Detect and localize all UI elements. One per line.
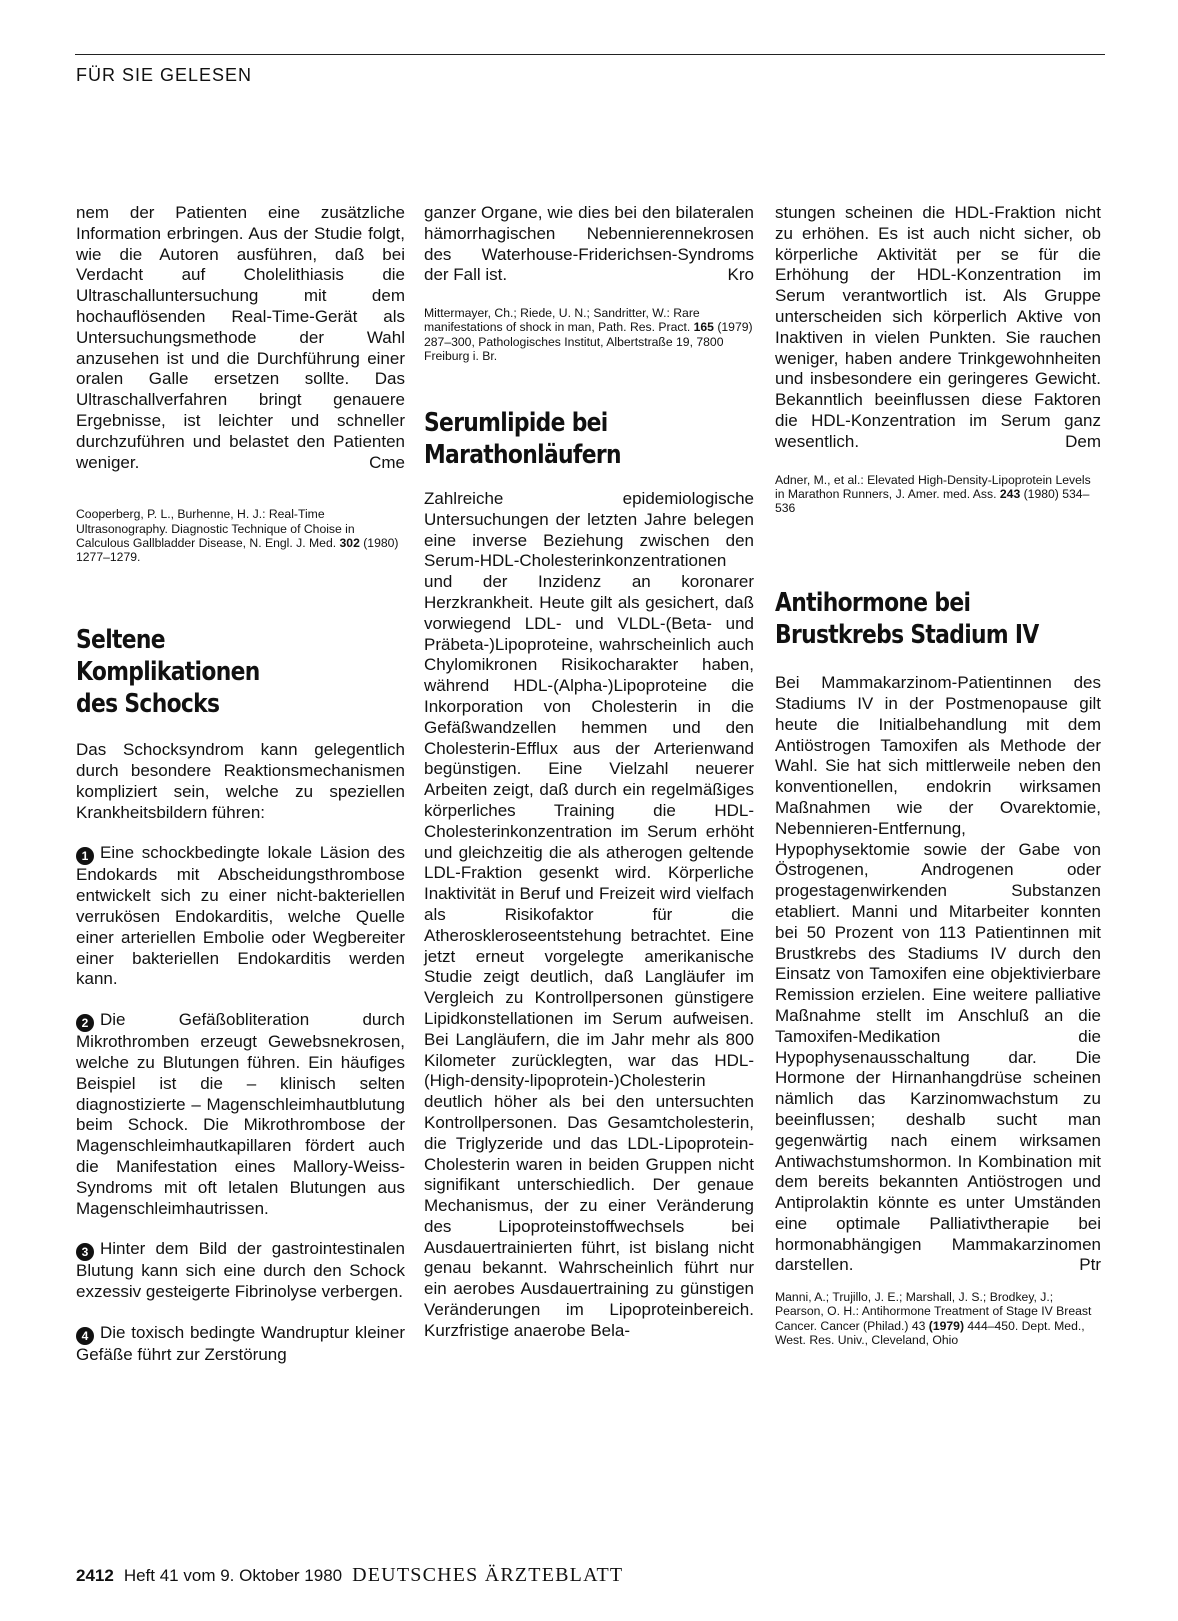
reference: Manni, A.; Trujillo, J. E.; Marshall, J. S.; Brodkey, J.; Pearson, O. H.: Antihormone Treatment of Stage IV Breast Cancer. Cancer (Philad.) 43 (1979) 444–450. Dept. Med., West. Res. Univ., Cleveland, Ohio xyxy=(775,1290,1092,1347)
page-number: 2412 xyxy=(76,1566,114,1585)
author-initials: Ptr xyxy=(1079,1255,1101,1275)
list-item: 2 Die Gefäßobliteration durch Mikrothromben erzeugt Gewebsnekrosen, welche zu Blutungen führen. Ein häufiges Beispiel ist die – klinisch selten diagnostizierte – Magenschleimhautblutung beim Schock. Die Mikrothrombose der Magenschleimhautkapillaren fördert auch die Manifestation eines Mallory-Weiss-Syndroms mit oft letalen Blutungen aus Magenschleimhautrissen. xyxy=(76,1010,405,1218)
author-initials: Kro xyxy=(727,265,754,285)
number-badge: 3 xyxy=(76,1243,94,1261)
page-footer xyxy=(76,1564,623,1587)
header-rule xyxy=(75,54,1105,55)
number-badge: 1 xyxy=(76,847,94,865)
list-item: 4 Die toxisch bedingte Wandruptur kleiner Gefäße führt zur Zerstörung xyxy=(76,1322,405,1364)
reference: Cooperberg, P. L., Burhenne, H. J.: Real-Time Ultrasonography. Diagnostic Technique of Choise in Calculous Gallbladder Disease, N. Engl. J. Med. 302 (1980) 1277–1279. xyxy=(76,507,399,564)
number-badge: 4 xyxy=(76,1327,94,1345)
article-continuation: ganzer Organe, wie dies bei den bilateralen hämorrhagischen Nebennierennekrosen des Waterhouse-Friderichsen-Syndroms der Fall ist. Kro xyxy=(424,203,754,285)
author-initials: Dem xyxy=(1065,431,1101,451)
article-continuation: nem der Patienten eine zusätzliche Information erbringen. Aus der Studie folgt, wie die Autoren ausführen, daß bei Verdacht auf Cholelithiasis die Ultraschalluntersuchung mit dem hochauflösenden Real-Time-Gerät als Untersuchungsmethode der Wahl anzusehen ist und die Durchführung einer oralen Galle ersetzen sollte. Das Ultraschallverfahren bringt genauere Ergebnisse, ist leichter und schneller durchzuführen und belastet den Patienten weniger. Cme xyxy=(76,203,405,472)
article-body: Bei Mammakarzinom-Patientinnen des Stadiums IV in der Postmenopause gilt heute die Initialbehandlung mit dem Antiöstrogen Tamoxifen als Methode der Wahl. Sie hat sich mittlerweile neben den konventionellen, endokrin wirksamen Maßnahmen wie der Ovarektomie, Nebennieren-Entfernung, Hypophysektomie sowie der Gabe von Östrogenen, Androgenen oder progestagenwirkenden Substanzen etabliert. Manni und Mitarbeiter konnten bei 50 Prozent von 113 Patientinnen mit Brustkrebs des Stadiums IV durch den Einsatz von Tamoxifen eine objektivierbare Remission erzielen. Eine weitere palliative Maßnahme stellt im Anschluß an die Tamoxifen-Medikation die Hypophysenausschaltung dar. Die Hormone der Hirnanhangdrüse scheinen nämlich das Karzinomwachstum zu beeinflussen; deshalb sucht man gegenwärtig nach einem wirksamen Antiwachstumshormon. In Kombination mit dem bereits bekannten Antiöstrogen und Antiprolaktin könnte es unter Umständen eine optimale Palliativtherapie bei hormonabhängigen Mammakarzinomen darstellen. Ptr xyxy=(775,673,1101,1275)
article-heading: Serumlipide bei Marathonläufern xyxy=(424,408,621,470)
article-heading: Antihormone bei Brustkrebs Stadium IV xyxy=(775,588,1039,651)
column-3 xyxy=(775,203,1101,1347)
article-lead: Das Schocksyndrom kann gelegentlich durch besondere Reaktionsmechanismen kompliziert sein, welche zu speziellen Krankheitsbildern führen: xyxy=(76,740,405,822)
list-item: 3 Hinter dem Bild der gastrointestinalen Blutung kann sich eine durch den Schock exzessiv gesteigerte Fibrinolyse verbergen. xyxy=(76,1239,405,1302)
author-initials: Cme xyxy=(369,452,405,472)
number-badge: 2 xyxy=(76,1014,94,1032)
article-body: Zahlreiche epidemiologische Untersuchungen der letzten Jahre belegen eine inverse Beziehung zwischen den Serum-HDL-Cholesterinkonzentrationen und der Inzidenz an koronarer Herzkrankheit. Heute gilt als gesichert, daß vorwiegend LDL- und VLDL-(Beta- und Präbeta-)Lipoproteine, wahrscheinlich auch Chylomikronen Risikocharakter haben, während HDL-(Alpha-)Lipoproteine die Inkorporation von Cholesterin in die Gefäßwandzellen hemmen und den Cholesterin-Efflux aus der Arterienwand begünstigen. Eine Vielzahl neuerer Arbeiten zeigt, daß durch ein regelmäßiges körperliches Training die HDL-Cholesterinkonzentration im Serum erhöht und gleichzeitig die als atherogen geltende LDL-Fraktion gesenkt wird. Körperliche Inaktivität in Beruf und Freizeit wird vielfach als Risikofaktor für die Atheroskleroseentstehung betrachtet. Eine jetzt erneut vorgelegte amerikanische Studie zeigt deutlich, daß Langläufer im Vergleich zu Kontrollpersonen günstigere Lipidkonstellationen im Serum aufweisen. Bei Langläufern, die im Jahr mehr als 800 Kilometer zurücklegten, war das HDL-(High-density-lipoprotein-)Cholesterin deutlich höher als bei den untersuchten Kontrollpersonen. Das Gesamtcholesterin, die Triglyzeride und das LDL-Lipoprotein-Cholesterin waren in beiden Gruppen nicht signifikant unterschiedlich. Der genaue Mechanismus, der zu einer Veränderung des Lipoproteinstoffwechsels bei Ausdauertrainierten führt, ist bislang nicht genau bekannt. Wahrscheinlich führt nur ein aerobes Ausdauertraining zu günstigen Veränderungen im Lipoproteinbereich. Kurzfristige anaerobe Bela- xyxy=(424,489,754,1340)
article-continuation: stungen scheinen die HDL-Fraktion nicht zu erhöhen. Es ist auch nicht sicher, ob körperliche Aktivität per se für die Erhöhung der HDL-Konzentration im Serum verantwortlich ist. Als Gruppe unterscheiden sich körperlich Aktive von Inaktiven in vielen Punkten. Sie rauchen weniger, haben andere Trinkgewohnheiten und insbesondere ein geringeres Gewicht. Bekanntlich beeinflussen diese Faktoren die HDL-Konzentration im Serum ganz wesentlich. Dem xyxy=(775,203,1101,451)
column-1 xyxy=(76,203,405,1366)
reference: Adner, M., et al.: Elevated High-Density-Lipoprotein Levels in Marathon Runners, J. Amer. med. Ass. 243 (1980) 534–536 xyxy=(775,472,1091,515)
magazine-name: DEUTSCHES ÄRZTEBLATT xyxy=(352,1564,624,1586)
section-label: FÜR SIE GELESEN xyxy=(76,65,253,85)
issue-info: Heft 41 vom 9. Oktober 1980 xyxy=(123,1566,343,1585)
column-2 xyxy=(424,203,754,1342)
article-heading: Seltene Komplikationen des Schocks xyxy=(76,625,260,720)
reference: Mittermayer, Ch.; Riede, U. N.; Sandritter, W.: Rare manifestations of shock in man, Path. Res. Pract. 165 (1979) 287–300, Pathologisches Institut, Albertstraße 19, 7800 Freiburg i. Br. xyxy=(424,306,753,363)
list-item: 1 Eine schockbedingte lokale Läsion des Endokards mit Abscheidungsthrombose entwickelt sich zu einer nicht-bakteriellen verrukösen Endokarditis, welche Quelle einer arteriellen Embolie oder Wegbereiter einer bakteriellen Endokarditis werden kann. xyxy=(76,843,405,989)
